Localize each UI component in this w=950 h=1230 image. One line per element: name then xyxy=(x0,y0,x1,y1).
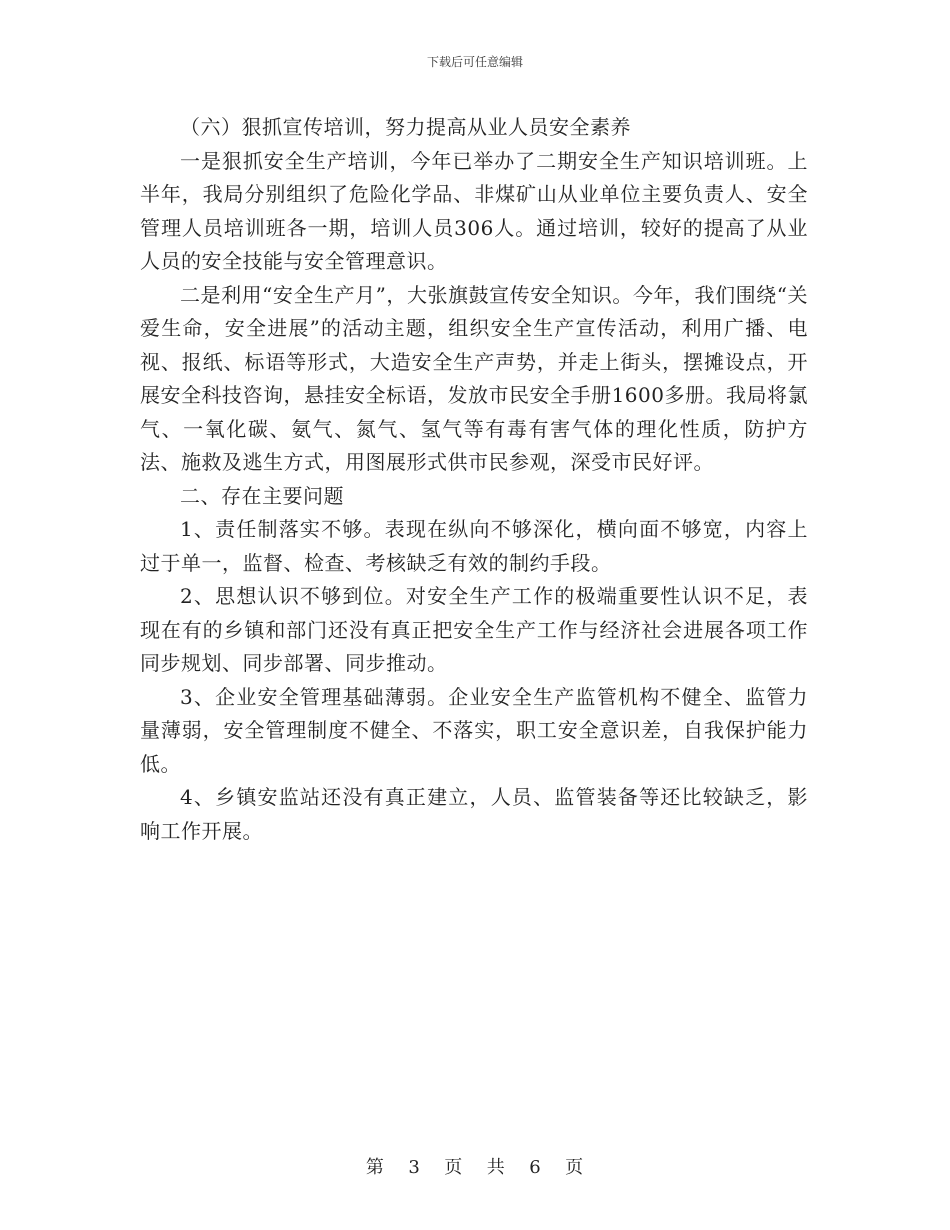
current-page-number: 3 xyxy=(408,1157,421,1178)
document-body xyxy=(140,111,808,848)
total-page-number: 6 xyxy=(529,1157,542,1178)
paragraph-safety-month: 二是利用“安全生产月”，大张旗鼓宣传安全知识。今年，我们围绕“关爱生命，安全进展”的活动主题，组织安全生产宣传活动，利用广播、电视、报纸、标语等形式，大造安全生产声势，并走上街头，摆摊设点，开展安全科技咨询，悬挂安全标语，发放市民安全手册1600多册。我局将氯气、一氧化碳、氨气、氮气、氢气等有毒有害气体的理化性质，防护方法、施救及逃生方式，用图展形式供市民参观，深受市民好评。 xyxy=(140,282,808,474)
footer-prefix: 第 xyxy=(365,1157,385,1178)
section-heading-problems: 二、存在主要问题 xyxy=(180,483,344,508)
problem-item-3: 3、企业安全管理基础薄弱。企业安全生产监管机构不健全、监管力量薄弱，安全管理制度不健全、不落实，职工安全意识差，自我保护能力低。 xyxy=(140,684,808,776)
page-footer xyxy=(0,1153,950,1179)
problem-item-1: 1、责任制落实不够。表现在纵向不够深化，横向面不够宽，内容上过于单一，监督、检查、考核缺乏有效的制约手段。 xyxy=(140,517,808,575)
footer-suffix: 页 xyxy=(565,1157,585,1178)
header-note: 下载后可任意编辑 xyxy=(426,55,523,69)
footer-page-word: 页 xyxy=(444,1157,464,1178)
paragraph-training: 一是狠抓安全生产培训，今年已举办了二期安全生产知识培训班。上半年，我局分别组织了危险化学品、非煤矿山从业单位主要负责人、安全管理人员培训班各一期，培训人员306人。通过培训，较好的提高了从业人员的安全技能与安全管理意识。 xyxy=(140,148,808,273)
problem-item-4: 4、乡镇安监站还没有真正建立，人员、监管装备等还比较缺乏，影响工作开展。 xyxy=(140,785,808,843)
problem-item-2: 2、思想认识不够到位。对安全生产工作的极端重要性认识不足，表现在有的乡镇和部门还没有真正把安全生产工作与经济社会进展各项工作同步规划、同步部署、同步推动。 xyxy=(140,584,808,675)
footer-total-word: 共 xyxy=(486,1157,506,1178)
section-heading-6: （六）狠抓宣传培训，努力提高从业人员安全素养 xyxy=(180,115,631,139)
